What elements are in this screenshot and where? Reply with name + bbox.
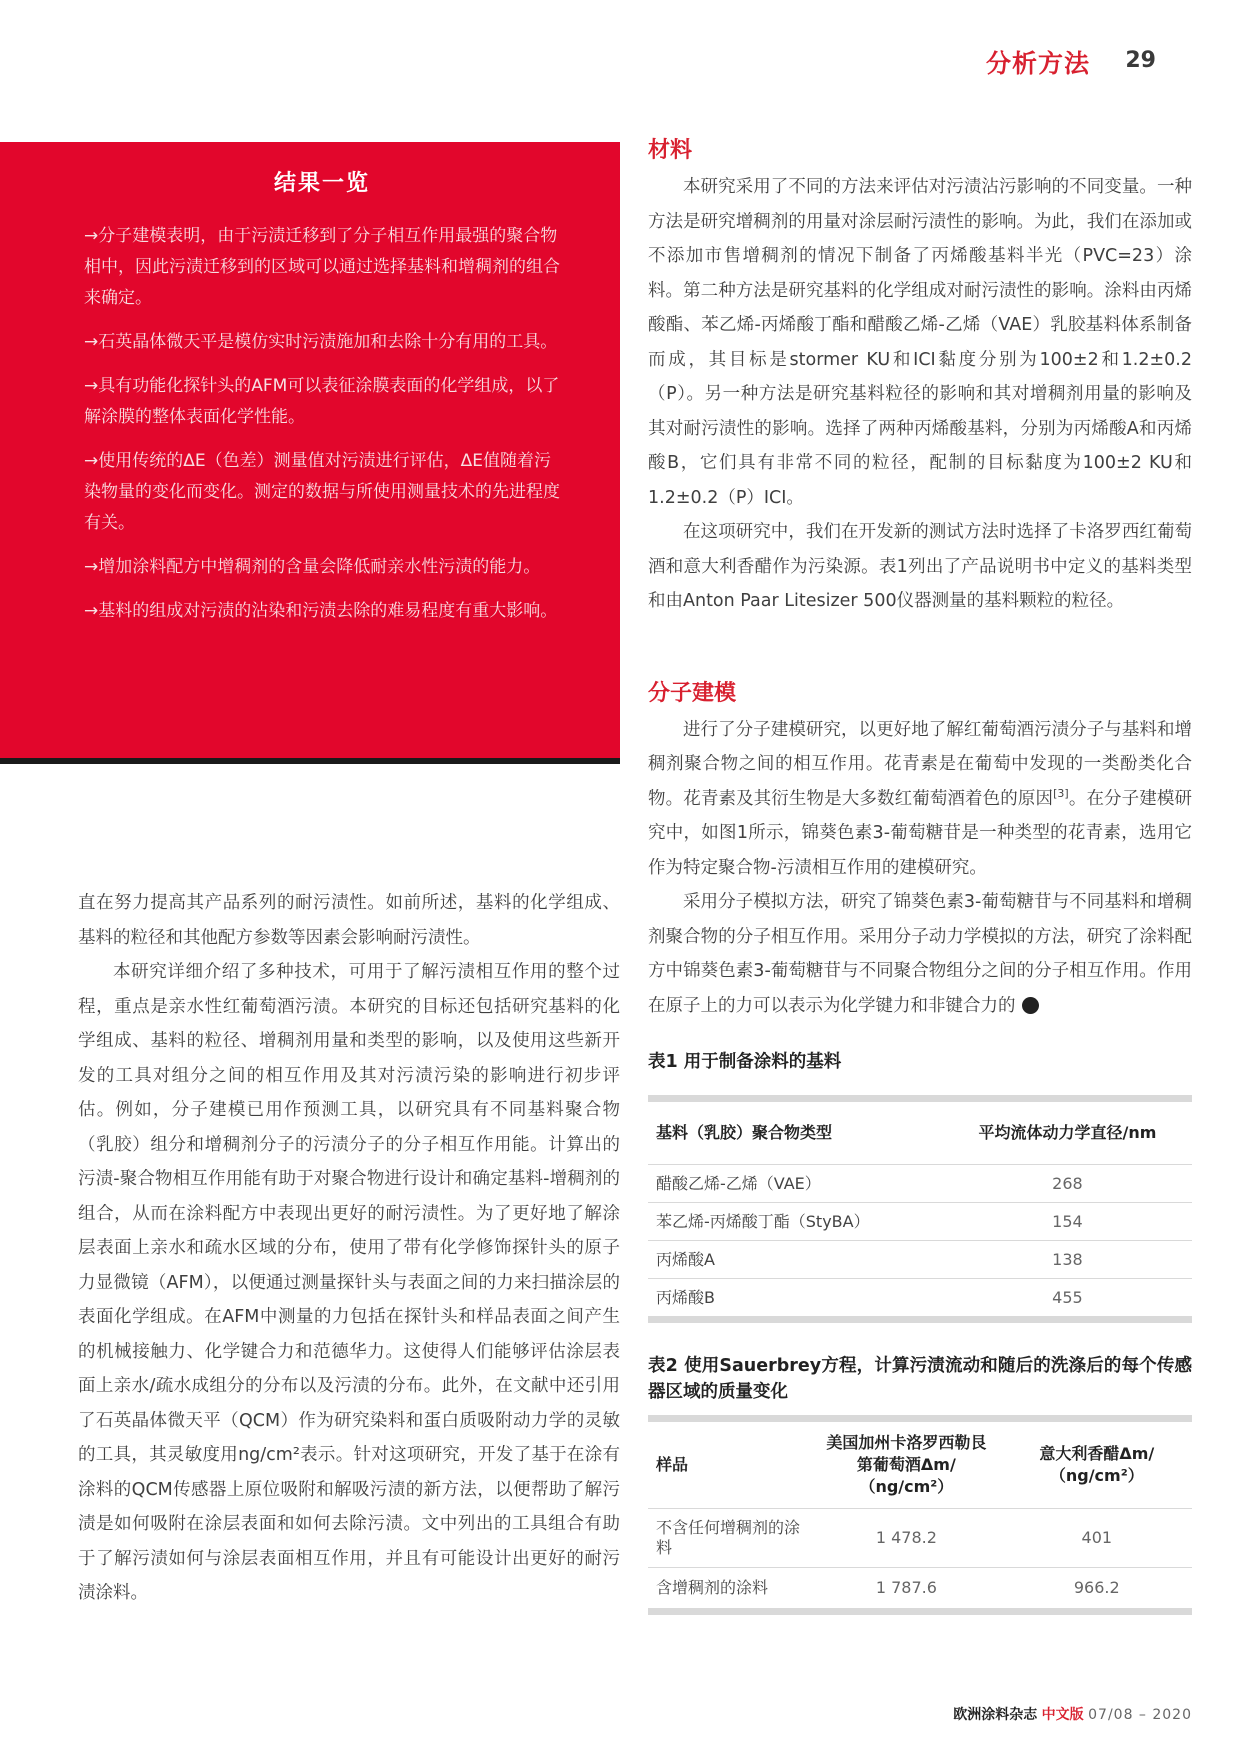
table-row [648,1279,1192,1320]
summary-item: →分子建模表明，由于污渍迁移到了分子相互作用最强的聚合物相中，因此污渍迁移到的区域可以通过选择基料和增稠剂的组合来确定。 [84,226,560,308]
right-column [648,134,1192,1615]
table-cell: 苯乙烯-丙烯酸丁酯（StyBA） [648,1203,943,1241]
column-header: 意大利香醋Δm/（ng/cm²） [1002,1419,1192,1509]
reference-marker: [3] [1053,786,1069,800]
page-number: 29 [1125,48,1156,73]
table-row [648,1165,1192,1203]
magazine-name: 欧洲涂料杂志 [953,1707,1038,1723]
summary-item: →增加涂料配方中增稠剂的含量会降低耐亲水性污渍的能力。 [84,557,541,577]
summary-title: 结果一览 [273,171,370,196]
issue-date: 07/08 – 2020 [1088,1707,1192,1723]
summary-item: →基料的组成对污渍的沾染和污渍去除的难易程度有重大影响。 [84,601,558,621]
body-paragraph: 本研究采用了不同的方法来评估对污渍沾污影响的不同变量。一种方法是研究增稠剂的用量对涂层耐污渍性的影响。为此，我们在添加或不添加市售增稠剂的情况下制备了丙烯酸基料半光（PVC=23）涂料。第二种方法是研究基料的化学组成对耐污渍性的影响。涂料由丙烯酸酯、苯乙烯-丙烯酸丁酯和醋酸乙烯-乙烯（VAE）乳胶基料体系制备而成，其目标是stormer KU和ICI黏度分别为100±2和1.2±0.2（P）。另一种方法是研究基料粒径的影响和其对增稠剂用量的影响及其对耐污渍性的影响。选择了两种丙烯酸基料，分别为丙烯酸A和丙烯酸B，它们具有非常不同的粒径，配制的目标黏度为100±2 KU和1.2±0.2（P）ICI。 [648,177,1192,508]
body-paragraph: 本研究详细介绍了多种技术，可用于了解污渍相互作用的整个过程，重点是亲水性红葡萄酒污渍。本研究的目标还包括研究基料的化学组成、基料的粒径、增稠剂用量和类型的影响，以及使用这些新开发的工具对组分之间的相互作用及其对污渍污染的影响进行初步评估。例如，分子建模已用作预测工具，以研究具有不同基料聚合物（乳胶）组分和增稠剂分子的污渍分子的分子相互作用能。计算出的污渍-聚合物相互作用能有助于对聚合物进行设计和确定基料-增稠剂的组合，从而在涂料配方中表现出更好的耐污渍性。为了更好地了解涂层表面上亲水和疏水区域的分布，使用了带有化学修饰探针头的原子力显微镜（AFM），以便通过测量探针头与表面之间的力来扫描涂层的表面化学组成。在AFM中测量的力包括在探针头和样品表面之间产生的机械接触力、化学键合力和范德华力。这使得人们能够评估涂层表面上亲水/疏水成组分的分布以及污渍的分布。此外，在文献中还引用了石英晶体微天平（QCM）作为研究染料和蛋白质吸附动力学的灵敏的工具，其灵敏度用ng/cm²表示。针对这项研究，开发了基于在涂有涂料的QCM传感器上原位吸附和解吸污渍的新方法，以便帮助了解污渍是如何吸附在涂层表面和如何去除污渍。文中列出的工具组合有助于了解污渍如何与涂层表面相互作用，并且有可能设计出更好的耐污渍涂料。 [78,962,620,1603]
table-header-row [648,1099,1192,1165]
column-header: 样品 [648,1419,811,1509]
table-cell: 1 478.2 [811,1509,1001,1568]
edition-label: 中文版 [1041,1707,1084,1723]
left-column [78,886,620,1611]
table-cell: 不含任何增稠剂的涂料 [648,1509,811,1568]
table-row [648,1241,1192,1279]
table2 [648,1415,1192,1615]
arrow-right-circle-icon: › [1022,997,1039,1014]
page-footer [953,1704,1192,1724]
modeling-heading: 分子建模 [648,680,737,706]
table-cell: 含增稠剂的涂料 [656,1578,769,1597]
table-cell: 401 [1002,1509,1192,1568]
table-cell: 醋酸乙烯-乙烯（VAE） [648,1165,943,1203]
table-row [648,1203,1192,1241]
summary-item: →具有功能化探针头的AFM可以表征涂膜表面的化学组成，以了解涂膜的整体表面化学性能。 [84,376,560,427]
table-cell: 1 787.6 [875,1578,937,1597]
table-cell: 268 [943,1165,1192,1203]
table-header-row [648,1419,1192,1509]
table1-caption: 表1 用于制备涂料的基料 [648,1052,842,1072]
table-row [648,1509,1192,1568]
table2-caption: 表2 使用Sauerbrey方程，计算污渍流动和随后的洗涤后的每个传感器区域的质量变化 [648,1356,1192,1402]
table-row [648,1568,1192,1612]
column-header: 美国加州卡洛罗西勒艮第葡萄酒Δm/（ng/cm²） [811,1419,1001,1509]
summary-item: →使用传统的ΔE（色差）测量值对污渍进行评估，ΔE值随着污染物量的变化而变化。测定的数据与所使用测量技术的先进程度有关。 [84,451,560,533]
section-title: 分析方法 [985,49,1090,78]
body-paragraph: 直在努力提高其产品系列的耐污渍性。如前所述，基料的化学组成、基料的粒径和其他配方参数等因素会影响耐污渍性。 [78,893,620,948]
table-cell: 丙烯酸A [648,1241,943,1279]
table-cell: 138 [943,1241,1192,1279]
materials-heading: 材料 [648,138,693,163]
table1 [648,1095,1192,1323]
body-paragraph: 在这项研究中，我们在开发新的测试方法时选择了卡洛罗西红葡萄酒和意大利香醋作为污染源。表1列出了产品说明书中定义的基料类型和由Anton Paar Litesizer 500仪器测量的基料颗粒的粒径。 [648,522,1192,611]
table-cell: 455 [1052,1287,1083,1307]
table-cell: 966.2 [1073,1578,1120,1597]
summary-item: →石英晶体微天平是模仿实时污渍施加和去除十分有用的工具。 [84,332,558,352]
summary-box [0,142,620,764]
column-header: 平均流体动力学直径/nm [943,1099,1192,1165]
table-cell: 丙烯酸B [656,1287,715,1307]
body-paragraph: 进行了分子建模研究，以更好地了解红葡萄酒污渍分子与基料和增稠剂聚合物之间的相互作用。花青素是在葡萄中发现的一类酚类化合物。花青素及其衍生物是大多数红葡萄酒着色的原因[3]。在分子建模研究中，如图1所示，锦葵色素3-葡萄糖苷是一种类型的花青素，选用它作为特定聚合物-污渍相互作用的建模研究。 [648,719,1193,878]
column-header: 基料（乳胶）聚合物类型 [648,1099,943,1165]
table-cell: 154 [943,1203,1192,1241]
body-paragraph: 采用分子模拟方法，研究了锦葵色素3-葡萄糖苷与不同基料和增稠剂聚合物的分子相互作用。采用分子动力学模拟的方法，研究了涂料配方中锦葵色素3-葡萄糖苷与不同聚合物组分之间的分子相互作用。作用在原子上的力可以表示为化学键力和非键合力的 › [648,892,1192,1016]
